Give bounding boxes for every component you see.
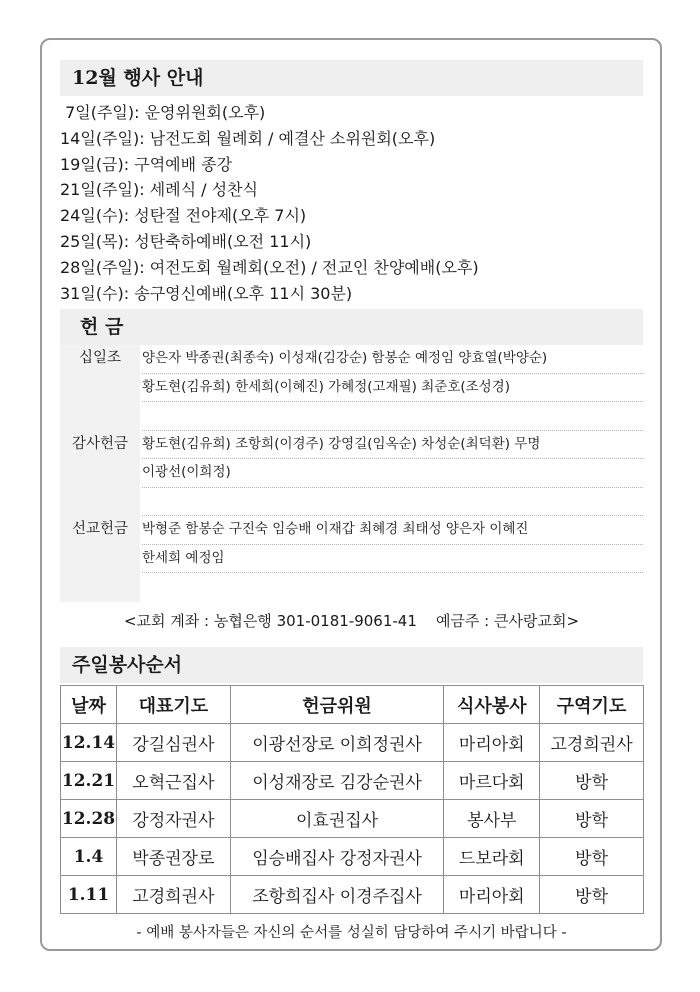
offering-row: [60, 345, 643, 374]
representative-prayer: 고경희권사: [116, 876, 230, 914]
offering-label-blank: [60, 459, 140, 488]
service-date: 1.4: [61, 838, 117, 876]
offering-committee: 임승배집사 강정자권사: [230, 838, 444, 876]
events-title: 12월 행사 안내: [60, 60, 643, 96]
offering-names: 양은자 박종권(최종숙) 이성재(김강순) 함봉순 예정임 양효열(박양순): [142, 345, 643, 374]
offering-row: [60, 573, 643, 602]
representative-prayer: 박종권장로: [116, 838, 230, 876]
offering-names: [142, 402, 643, 431]
offering-label-blank: [60, 488, 140, 517]
district-prayer: 방학: [540, 876, 644, 914]
events-list: [60, 100, 643, 306]
column-header: 식사봉사: [444, 686, 540, 724]
table-row: [61, 838, 644, 876]
offering-list: [60, 345, 643, 602]
service-table: [60, 685, 644, 914]
offering-label-blank: [60, 545, 140, 574]
offering-row: [60, 545, 643, 574]
column-header: 헌금위원: [230, 686, 444, 724]
offering-names: [142, 488, 643, 517]
offering-row: [60, 431, 643, 460]
meal-service: 마리아회: [444, 724, 540, 762]
district-prayer: 고경희권사: [540, 724, 644, 762]
service-date: 12.14: [61, 724, 117, 762]
offering-committee: 이광선장로 이희정권사: [230, 724, 444, 762]
offering-names: 한세희 예정임: [142, 545, 643, 574]
service-date: 1.11: [61, 876, 117, 914]
event-item: 21일(주일): 세례식 / 성찬식: [60, 180, 258, 200]
service-date: 12.21: [61, 762, 117, 800]
offering-committee: 조항희집사 이경주집사: [230, 876, 444, 914]
offering-label-mission: 선교헌금: [60, 516, 140, 545]
event-item: 19일(금): 구역예배 종강: [60, 154, 233, 174]
offering-names: 황도현(김유희) 조항희(이경주) 강영길(임옥순) 차성순(최덕환) 무명: [142, 431, 643, 460]
column-header: 대표기도: [116, 686, 230, 724]
offering-names: 황도현(김유희) 한세희(이혜진) 가혜정(고재필) 최준호(조성경): [142, 374, 643, 403]
offering-label-thanks: 감사헌금: [60, 431, 140, 460]
district-prayer: 방학: [540, 762, 644, 800]
table-row: [61, 724, 644, 762]
meal-service: 봉사부: [444, 800, 540, 838]
offering-row: [60, 402, 643, 431]
district-prayer: 방학: [540, 838, 644, 876]
offering-row: [60, 516, 643, 545]
offering-title: 헌 금: [60, 309, 643, 345]
offering-label-blank: [60, 402, 140, 431]
representative-prayer: 강길심권사: [116, 724, 230, 762]
offering-row: [60, 488, 643, 517]
offering-committee: 이성재장로 김강순권사: [230, 762, 444, 800]
meal-service: 마르다회: [444, 762, 540, 800]
offering-names: 이광선(이희정): [142, 459, 643, 488]
service-date: 12.28: [61, 800, 117, 838]
offering-row: [60, 374, 643, 403]
representative-prayer: 강정자권사: [116, 800, 230, 838]
meal-service: 드보라회: [444, 838, 540, 876]
event-item: 14일(주일): 남전도회 월례회 / 예결산 소위원회(오후): [60, 128, 436, 148]
district-prayer: 방학: [540, 800, 644, 838]
event-item: 25일(목): 성탄축하예배(오전 11시): [60, 231, 312, 251]
representative-prayer: 오혁근집사: [116, 762, 230, 800]
service-title: 주일봉사순서: [60, 647, 643, 683]
table-row: [61, 800, 644, 838]
offering-label-tithe: 십일조: [60, 345, 140, 374]
offering-label-blank: [60, 374, 140, 403]
event-item: 7일(주일): 운영위원회(오후): [60, 103, 266, 122]
table-header-row: [61, 686, 644, 724]
offering-committee: 이효권집사: [230, 800, 444, 838]
column-header: 구역기도: [540, 686, 644, 724]
meal-service: 마리아회: [444, 876, 540, 914]
bank-account-info: <교회 계좌 : 농협은행 301-0181-9061-41 예금주 : 큰사랑교회>: [123, 612, 580, 630]
offering-label-blank: [60, 573, 140, 602]
table-row: [61, 762, 644, 800]
offering-names: [142, 573, 643, 601]
table-row: [61, 876, 644, 914]
column-header: 날짜: [61, 686, 117, 724]
offering-names: 박형준 함봉순 구진숙 임승배 이재갑 최혜경 최태성 양은자 이혜진: [142, 516, 643, 545]
event-item: 24일(수): 성탄절 전야제(오후 7시): [60, 206, 307, 226]
event-item: 31일(수): 송구영신예배(오후 11시 30분): [60, 283, 353, 303]
footer-note: - 예배 봉사자들은 자신의 순서를 성실히 담당하여 주시기 바랍니다 -: [136, 925, 567, 941]
offering-row: [60, 459, 643, 488]
event-item: 28일(주일): 여전도회 월례회(오전) / 전교인 찬양예배(오후): [60, 257, 479, 277]
